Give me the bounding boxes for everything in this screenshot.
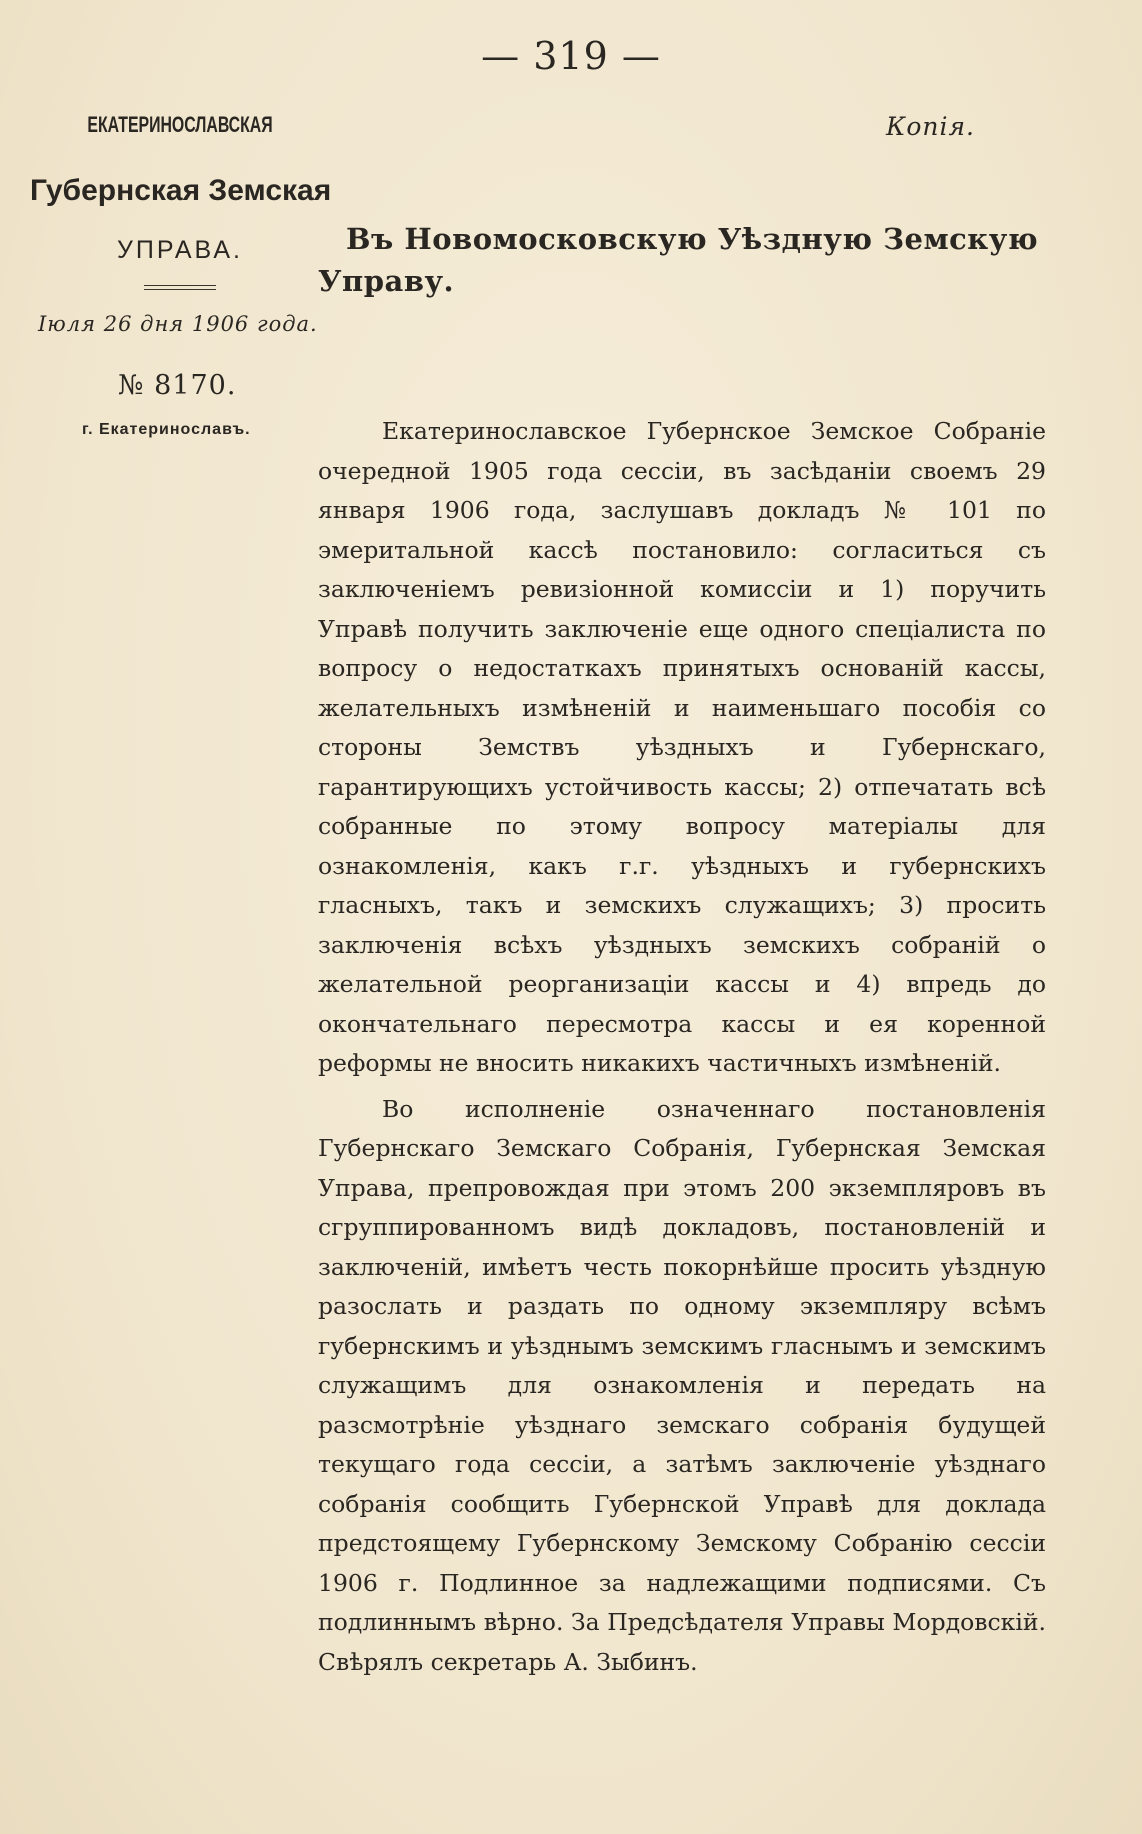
sender-block: [30, 108, 330, 439]
body-paragraph-1: Екатеринославское Губернское Земское Собраніе очередной 1905 года сессіи, въ засѣданіи своемъ 29 января 1906 года, заслушавъ докладъ № 101 по эмеритальной кассѣ постановило: согласиться съ заключеніемъ ревизіонной комиссіи и 1) поручить Управѣ получить заключеніе еще одного спеціалиста по вопросу о недостаткахъ принятыхъ основаній кассы, желательныхъ измѣненій и наименьшаго пособія со стороны Земствъ уѣздныхъ и Губернскаго, гарантирующихъ устойчивость кассы; 2) отпечатать всѣ собранные по этому вопросу матеріалы для ознакомленія, какъ г.г. уѣздныхъ и губернскихъ гласныхъ, такъ и земскихъ служащихъ; 3) просить заключенія всѣхъ уѣздныхъ земскихъ собраній о желательной реорганизаціи кассы и 4) впредь до окончательнаго пересмотра кассы и ея коренной реформы не вносить никакихъ частичныхъ измѣненій.: [318, 417, 1046, 1077]
addressee-block: [318, 218, 1066, 302]
document-date: Іюля 26 дня 1906 года.: [38, 312, 318, 336]
letter-body: [318, 412, 1046, 1682]
body-paragraph-2: Во исполненіе означеннаго постановленія Губернскаго Земскаго Собранія, Губернская Земская Управа, препровождая при этомъ 200 экземпляровъ въ сгруппированномъ видѣ докладовъ, постановленій и заключеній, имѣетъ честь покорнѣйше просить уѣздную разослать и раздать по одному экземпляру всѣмъ губернскимъ и уѣзднымъ земскимъ гласнымъ и земскимъ служащимъ для ознакомленія и передать на разсмотрѣніе уѣзднаго земскаго собранія будущей текущаго года сессіи, а затѣмъ заключеніе уѣзднаго собранія сообщить Губернской Управѣ для доклада предстоящему Губернскому Земскому Собранію сессіи 1906 г. Подлинное за надлежащими подписями. Съ подлиннымъ вѣрно. За Предсѣдателя Управы Мордовскій. Свѣрялъ секретарь А. Зыбинъ.: [318, 1094, 1046, 1676]
page-number: — 319 —: [481, 34, 661, 78]
double-rule-divider: [144, 285, 216, 290]
document-number: № 8170.: [118, 370, 237, 401]
sender-org-top: ЕКАТЕРИНОСЛАВСКАЯ: [87, 112, 273, 137]
addressee-line-2: Управу.: [318, 264, 455, 298]
sender-org-sub: УПРАВА.: [117, 236, 243, 264]
sender-city: г. Екатеринославъ.: [82, 421, 251, 438]
sender-org-main: Губернская Земская: [30, 174, 332, 207]
copy-label: Копія.: [886, 112, 975, 141]
addressee-line-1: Въ Новомосковскую Уѣздную Земскую: [346, 222, 1039, 256]
